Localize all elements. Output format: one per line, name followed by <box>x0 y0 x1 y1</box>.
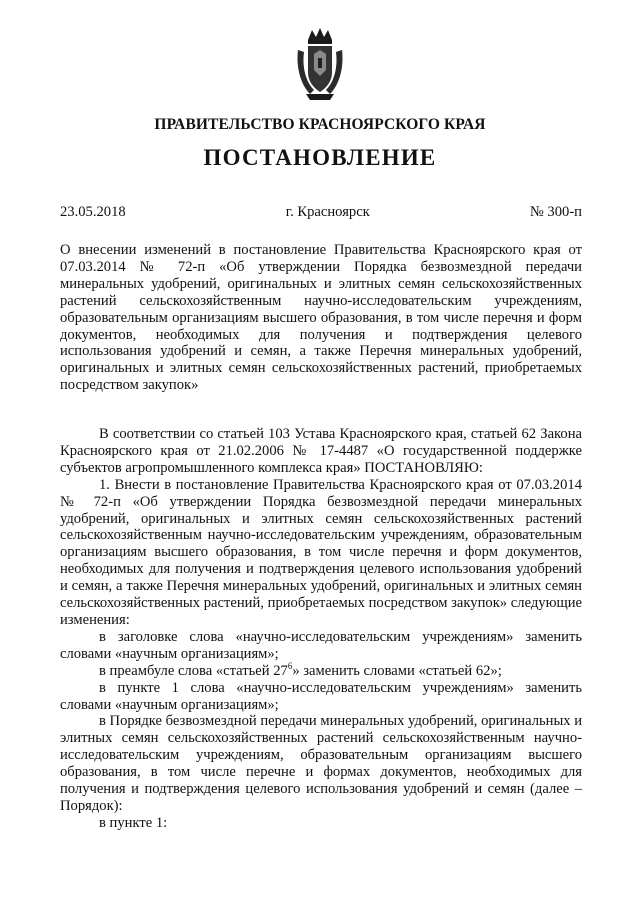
government-title: ПРАВИТЕЛЬСТВО КРАСНОЯРСКОГО КРАЯ <box>154 116 486 133</box>
document-body <box>60 426 582 832</box>
document-date: 23.05.2018 <box>60 204 126 220</box>
body-paragraph-point-1: в пункте 1: <box>99 814 168 831</box>
preamble-change-start: в преамбуле слова «статьей 27 <box>99 662 288 679</box>
subject-text: О внесении изменений в постановление Правительства Красноярского края от 07.03.2014 № 72-п «Об утверждении Порядка безвозмездной передачи минеральных удобрений, оригинальных и элитных семян сельскохозяйственных растений сельскохозяйственным научно-исследовательским учреждениям, образовательным организациям высшего образования, в том числе перечня и форм документов, необходимых для получения и подтверждения целевого использования удобрений и семян, а также Перечня минеральных удобрений, оригинальных и элитных семян сельскохозяйственных растений, приобретаемых посредством закупок» <box>60 242 582 394</box>
document-subject <box>60 242 582 394</box>
document-type-title: ПОСТАНОВЛЕНИЕ <box>203 145 437 170</box>
document-number: № 300-п <box>529 204 582 220</box>
body-paragraph-procedure: в Порядке безвозмездной передачи минеральных удобрений, оригинальных и элитных семян сельскохозяйственных растений сельскохозяйственным научно-исследовательским учреждениям, образовательным организациям высшего образования, в том числе перечне и формах документов, необходимых для получения и подтверждения целевого использования удобрений и семян (далее – Порядок): <box>60 713 583 814</box>
document-meta-row <box>60 204 582 221</box>
preamble-change-superscript: 6 <box>287 660 293 671</box>
body-paragraph-preamble: В соответствии со статьей 103 Устава Красноярского края, статьей 62 Закона Красноярского края от 21.02.2006 № 17-4487 «О государственной поддержке субъектов агропромышленного комплекса края» ПОСТАНОВЛЯЮ: <box>60 426 582 476</box>
document-city: г. Красноярск <box>285 204 370 220</box>
body-paragraph-title-change: в заголовке слова «научно-исследовательским учреждениям» заменить словами «научным организациям»; <box>60 628 582 662</box>
body-paragraph-item-1: 1. Внести в постановление Правительства Красноярского края от 07.03.2014 № 72-п «Об утверждении Порядка безвозмездной передачи минеральных удобрений, оригинальных и элитных семян сельскохозяйственных растений сельскохозяйственным научно-исследовательским учреждениям, образовательным организациям высшего образования, в том числе перечня и форм документов, необходимых для получения и подтверждения целевого использования удобрений и семян, а также Перечня минеральных удобрений, оригинальных и элитных семян сельскохозяйственных растений, приобретаемых посредством закупок» следующие изменения: <box>60 476 582 628</box>
krasnoyarsk-coat-of-arms-icon <box>294 26 346 104</box>
body-paragraph-point-1-change: в пункте 1 слова «научно-исследовательским учреждениям» заменить словами «научным организациям»; <box>60 679 582 713</box>
preamble-change-end: » заменить словами «статьей 62»; <box>292 662 502 679</box>
body-paragraph-preamble-change <box>60 660 582 680</box>
